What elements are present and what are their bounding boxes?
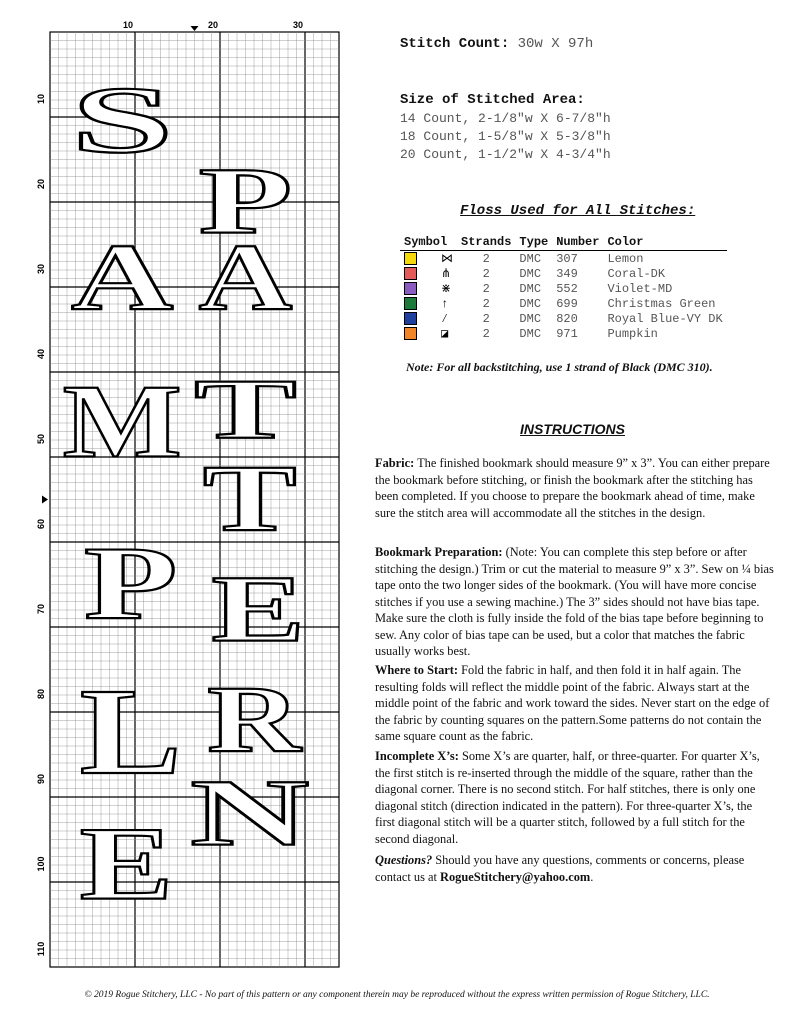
stitch-symbol-icon: ⋈ bbox=[441, 252, 453, 266]
type-cell: DMC bbox=[519, 326, 542, 341]
prep-text: (Note: You can complete this step before or after stitching the design.) Trim or cut the material to measure 9” x 3”. Sew on ¼ bias tape onto the two longer sides of the bookmark. (You will have more concise stitches if you use a sewing machine.) The 3” sides should not have bias tape. Make sure the cloth is fully inside the fold of the bias tape before beginning to sew. Any color of bias tape can be used, but a color that matches the fabric usually works best. bbox=[375, 545, 774, 658]
chart-letter-l: L bbox=[79, 663, 182, 801]
row-number-label: 80 bbox=[36, 688, 46, 700]
prep-label: Bookmark Preparation: bbox=[375, 545, 503, 559]
floss-table bbox=[400, 234, 727, 341]
row-number-label: 60 bbox=[36, 518, 46, 530]
number-cell: 971 bbox=[556, 326, 578, 341]
row-number-label: 20 bbox=[36, 178, 46, 190]
chart-letter-e: E bbox=[211, 555, 305, 662]
symbol-cell bbox=[400, 311, 457, 326]
row-number-label: 10 bbox=[36, 93, 46, 105]
chart-letter-n: N bbox=[190, 759, 310, 866]
instructions-heading: INSTRUCTIONS bbox=[520, 421, 625, 437]
number-cell: 349 bbox=[556, 266, 578, 281]
symbol-cell bbox=[400, 326, 457, 341]
size-row: 14 Count, 2-1/8"w X 6-7/8"h bbox=[400, 111, 611, 126]
floss-header: Type bbox=[515, 234, 552, 251]
size-row: 20 Count, 1-1/2"w X 4-3/4"h bbox=[400, 147, 611, 162]
color-name-cell: Coral-DK bbox=[607, 266, 666, 281]
stitch-symbol-icon: ⋔ bbox=[441, 267, 452, 281]
strands-cell: 2 bbox=[482, 266, 490, 281]
number-cell: 552 bbox=[556, 281, 578, 296]
start-label: Where to Start: bbox=[375, 663, 459, 677]
stitch-symbol-icon: ↑ bbox=[441, 296, 449, 311]
strands-cell: 2 bbox=[482, 281, 490, 296]
questions-end: . bbox=[590, 869, 594, 884]
chart-grid bbox=[30, 18, 350, 973]
incomplete-paragraph bbox=[375, 748, 775, 847]
questions-text: Should you have any questions, comments or concerns, please contact us at bbox=[375, 853, 745, 884]
chart-letter-r: R bbox=[207, 666, 303, 773]
symbol-cell bbox=[400, 281, 457, 296]
floss-title: Floss Used for All Stitches: bbox=[460, 203, 696, 219]
stitch-count-label: Stitch Count: bbox=[400, 36, 510, 52]
symbol-cell bbox=[400, 266, 457, 281]
center-arrow-icon bbox=[191, 26, 199, 31]
floss-row bbox=[400, 311, 727, 326]
stitch-symbol-icon: ⁄ bbox=[441, 311, 449, 326]
type-cell: DMC bbox=[519, 296, 542, 311]
chart-letter-p: P bbox=[84, 525, 178, 642]
stitch-count-value: 30w X 97h bbox=[517, 36, 594, 52]
floss-row bbox=[400, 296, 727, 311]
chart-letter-p: P bbox=[198, 147, 293, 254]
color-name-cell: Lemon bbox=[607, 251, 644, 266]
strands-cell: 2 bbox=[482, 296, 490, 311]
backstitch-note: Note: For all backstitching, use 1 strand of Black (DMC 310). bbox=[406, 360, 713, 374]
center-arrow-icon bbox=[42, 496, 48, 504]
symbol-cell bbox=[400, 251, 457, 267]
size-heading: Size of Stitched Area: bbox=[400, 92, 585, 108]
floss-row bbox=[400, 251, 727, 267]
fabric-text: The finished bookmark should measure 9” x 3”. You can either prepare the bookmark before stitching, or finish the bookmark after the stitching has been completed. If you choose to prepare the bookmark ahead of time, make sure the stitch area will accommodate all the stitches in the design. bbox=[375, 456, 770, 520]
incomplete-text: Some X’s are quarter, half, or three-quarter. For quarter X’s, the first stitch is re-inserted through the middle of the square, rather than the diagonal corner. There is no second stitch. For half stitches, there is only one diagonal stitch (direction indicated in the pattern). For three-quarter X’s, the first diagonal stitch will be a quarter stitch, followed by a full stitch for the second diagonal. bbox=[375, 749, 760, 846]
color-name-cell: Violet-MD bbox=[607, 281, 673, 296]
floss-header-row bbox=[400, 234, 727, 251]
floss-row bbox=[400, 326, 727, 341]
row-number-label: 100 bbox=[36, 856, 46, 872]
row-number-label: 30 bbox=[36, 263, 46, 275]
stitch-symbol-icon: ⋇ bbox=[441, 282, 452, 296]
questions-paragraph bbox=[375, 852, 775, 885]
email-link[interactable]: RogueStitchery@yahoo.com bbox=[440, 869, 591, 884]
row-number-label: 70 bbox=[36, 603, 46, 615]
type-cell: DMC bbox=[519, 311, 542, 326]
floss-header: Color bbox=[603, 234, 726, 251]
size-row: 18 Count, 1-5/8"w X 5-3/8"h bbox=[400, 129, 611, 144]
color-swatch bbox=[404, 252, 417, 265]
prep-paragraph bbox=[375, 544, 775, 660]
color-swatch bbox=[404, 327, 417, 340]
fabric-label: Fabric: bbox=[375, 456, 415, 470]
chart-letter-e: E bbox=[79, 805, 174, 922]
row-number-label: 110 bbox=[36, 941, 46, 957]
copyright-footer: © 2019 Rogue Stitchery, LLC - No part of this pattern or any component therein may be reproduced without the express written permission of Rogue Stitchery, LLC. bbox=[84, 990, 710, 1000]
type-cell: DMC bbox=[519, 281, 542, 296]
number-cell: 307 bbox=[556, 251, 578, 266]
strands-cell: 2 bbox=[482, 311, 490, 326]
color-swatch bbox=[404, 312, 417, 325]
chart-letter-t: T bbox=[194, 361, 297, 457]
color-swatch bbox=[404, 267, 417, 280]
cross-stitch-chart bbox=[30, 18, 350, 973]
column-number-label: 10 bbox=[123, 20, 134, 30]
color-name-cell: Pumpkin bbox=[607, 326, 658, 341]
stitch-symbol-icon: ◪ bbox=[441, 327, 449, 341]
floss-row bbox=[400, 281, 727, 296]
row-number-label: 40 bbox=[36, 348, 46, 360]
row-number-label: 90 bbox=[36, 773, 46, 785]
column-number-label: 30 bbox=[293, 20, 304, 30]
color-name-cell: Royal Blue-VY DK bbox=[607, 311, 723, 326]
questions-label: Questions? bbox=[375, 853, 433, 867]
chart-letter-m: M bbox=[62, 363, 182, 480]
color-swatch bbox=[404, 282, 417, 295]
size-list bbox=[400, 110, 611, 164]
type-cell: DMC bbox=[519, 251, 542, 266]
symbol-cell bbox=[400, 296, 457, 311]
start-paragraph bbox=[375, 662, 775, 745]
incomplete-label: Incomplete X’s: bbox=[375, 749, 459, 763]
color-swatch bbox=[404, 297, 417, 310]
number-cell: 820 bbox=[556, 311, 578, 326]
floss-row bbox=[400, 266, 727, 281]
chart-letter-a: A bbox=[71, 224, 174, 331]
floss-header: Number bbox=[552, 234, 603, 251]
type-cell: DMC bbox=[519, 266, 542, 281]
chart-letter-t: T bbox=[203, 445, 297, 552]
strands-cell: 2 bbox=[482, 251, 490, 266]
floss-header: Symbol bbox=[400, 234, 457, 251]
chart-letter-a: A bbox=[198, 224, 293, 331]
row-number-label: 50 bbox=[36, 433, 46, 445]
fabric-paragraph bbox=[375, 455, 775, 521]
chart-letter-s: S bbox=[71, 66, 174, 173]
start-text: Fold the fabric in half, and then fold it in half again. The resulting folds will reflect the middle point of the fabric. Always start at the middle point of the fabric and work toward the sides. Never start on the edge of the fabric by counting squares on the pattern.Some patterns do not contain the same square count as the fabric. bbox=[375, 663, 770, 743]
color-name-cell: Christmas Green bbox=[607, 296, 716, 311]
strands-cell: 2 bbox=[482, 326, 490, 341]
number-cell: 699 bbox=[556, 296, 578, 311]
stitch-count bbox=[400, 36, 593, 52]
column-number-label: 20 bbox=[208, 20, 219, 30]
floss-header: Strands bbox=[457, 234, 515, 251]
